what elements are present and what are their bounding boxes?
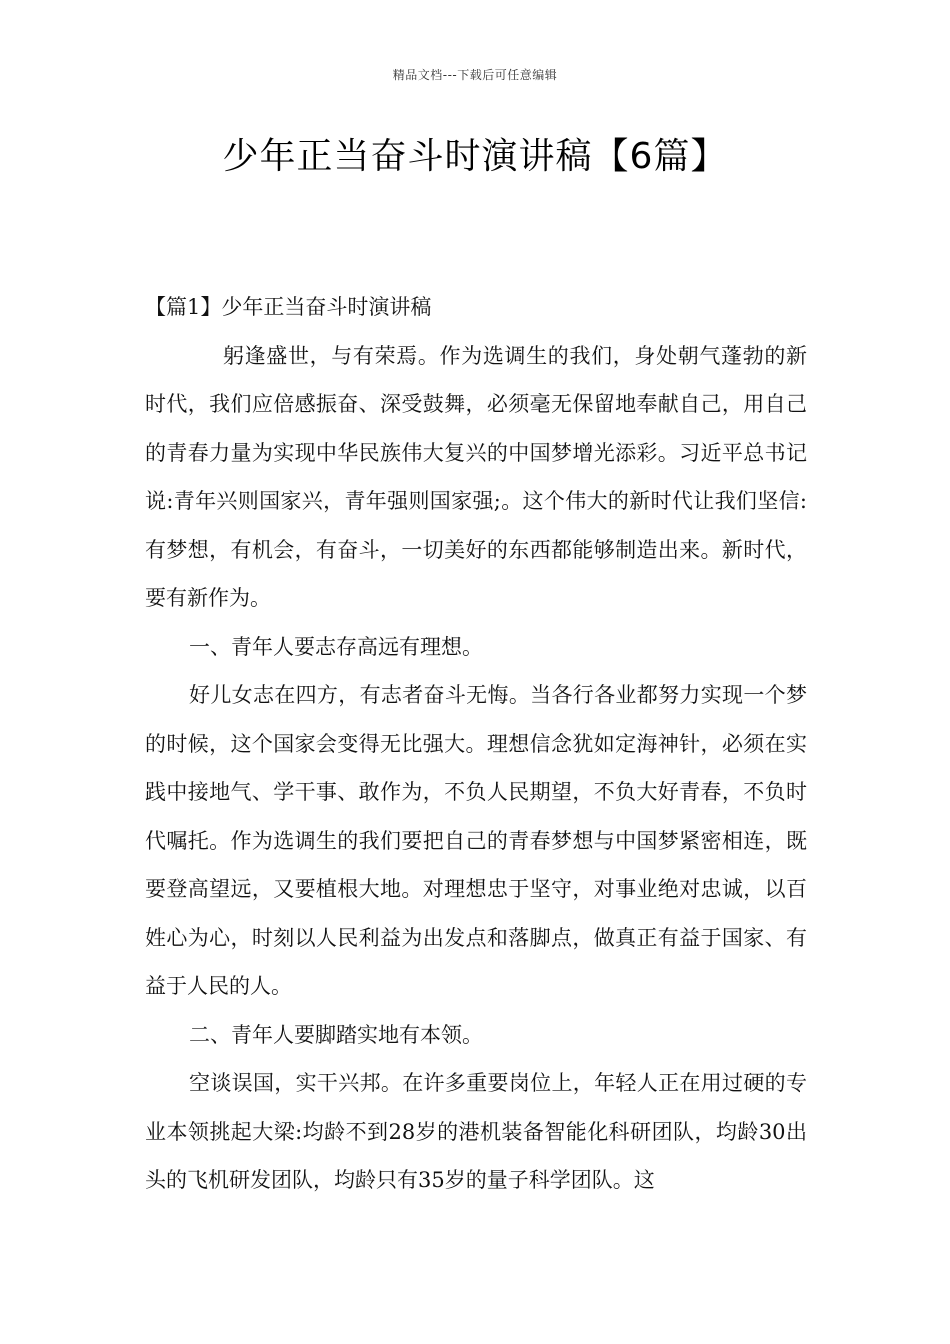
subheading-ideals: 一、青年人要志存高远有理想。 — [189, 634, 483, 659]
page-header-watermark: 精品文档---下载后可任意编辑 — [392, 68, 558, 82]
paragraph-skills: 空谈误国，实干兴邦。在许多重要岗位上，年轻人正在用过硬的专业本领挑起大梁:均龄不到28岁的港机装备智能化科研团队，均龄30出头的飞机研发团队，均龄只有35岁的量子科学团队。这 — [145, 1071, 807, 1192]
subheading-skills: 二、青年人要脚踏实地有本领。 — [189, 1022, 483, 1047]
paragraph-ideals: 好儿女志在四方，有志者奋斗无悔。当各行各业都努力实现一个梦的时候，这个国家会变得无比强大。理想信念犹如定海神针，必须在实践中接地气、学干事、敢作为，不负人民期望，不负大好青春，不负时代嘱托。作为选调生的我们要把自己的青春梦想与中国梦紧密相连，既要登高望远，又要植根大地。对理想忠于坚守，对事业绝对忠诚，以百姓心为心，时刻以人民利益为出发点和落脚点，做真正有益于国家、有益于人民的人。 — [145, 683, 807, 998]
section-heading: 【篇1】少年正当奋斗时演讲稿 — [145, 295, 432, 319]
document-body — [145, 283, 807, 1205]
paragraph-intro: 躬逢盛世，与有荣焉。作为选调生的我们，身处朝气蓬勃的新时代，我们应倍感振奋、深受鼓舞，必须毫无保留地奉献自己，用自己的青春力量为实现中华民族伟大复兴的中国梦增光添彩。习近平总书记说:青年兴则国家兴，青年强则国家强;。这个伟大的新时代让我们坚信:有梦想，有机会，有奋斗，一切美好的东西都能够制造出来。新时代，要有新作为。 — [145, 343, 807, 610]
document-title: 少年正当奋斗时演讲稿【6篇】 — [222, 136, 728, 177]
